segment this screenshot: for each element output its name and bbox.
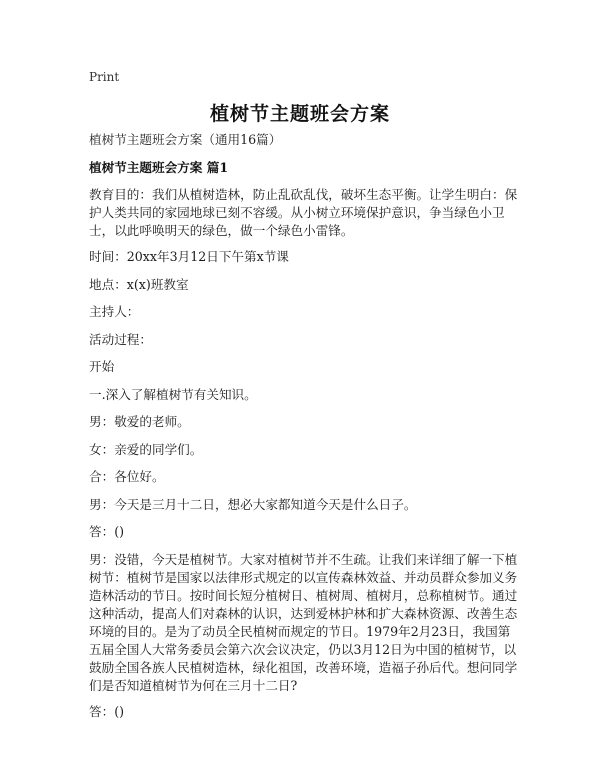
document-subtitle: 植树节主题班会方案（通用16篇） [89, 132, 282, 147]
paragraph-location: 地点：x(x)班教室 [89, 276, 189, 292]
dialogue-line: 答：() [89, 524, 125, 539]
print-label: Print [89, 70, 120, 84]
dialogue-line: 男：今天是三月十二日，想必大家都知道今天是什么日子。 [89, 496, 417, 512]
paragraph-process: 活动过程： [89, 331, 152, 347]
dialogue-line: 男：敬爱的老师。 [89, 414, 190, 429]
document-body [89, 131, 521, 730]
dialogue-line: 合：各位好。 [89, 469, 165, 484]
paragraph-step-one: 一.深入了解植树节有关知识。 [89, 386, 257, 402]
paragraph-objective: 教育目的：我们从植树造林，防止乱砍乱伐，破坏生态平衡。让学生明白：保护人类共同的家园地球已刻不容缓。从小树立环境保护意识，争当绿色小卫士，以此呼唤明天的绿色，做一个绿色小雷锋。 [89, 187, 518, 238]
page-title: 植树节主题班会方案 [209, 103, 390, 125]
paragraph-time: 时间：20xx年3月12日下午第x节课 [89, 249, 289, 264]
paragraph-start: 开始 [89, 359, 115, 374]
dialogue-line: 女：亲爱的同学们。 [89, 441, 203, 457]
paragraph-host: 主持人： [89, 304, 140, 319]
dialogue-line-long: 男：没错，今天是植树节。大家对植树节并不生疏。让我们来详细了解一下植树节：植树节是国家以法律形式规定的以宣传森林效益、并动员群众参加义务造林活动的节日。按时间长短分植树日、植树周、植树月，总称植树节。通过这种活动，提高人们对森林的认识，达到爱林护林和扩大森林资源、改善生态环境的目的。是为了动员全民植树而规定的节日。1979年2月23日，我国第五届全国人大常务委员会第六次会议决定，仍以3月12日为中国的植树节，以鼓励全国各族人民植树造林，绿化祖国，改善环境，造福子孙后代。想问同学们是否知道植树节为何在三月十二日? [89, 551, 518, 693]
section-heading: 植树节主题班会方案 篇1 [89, 159, 229, 175]
dialogue-line: 答：() [89, 703, 125, 719]
